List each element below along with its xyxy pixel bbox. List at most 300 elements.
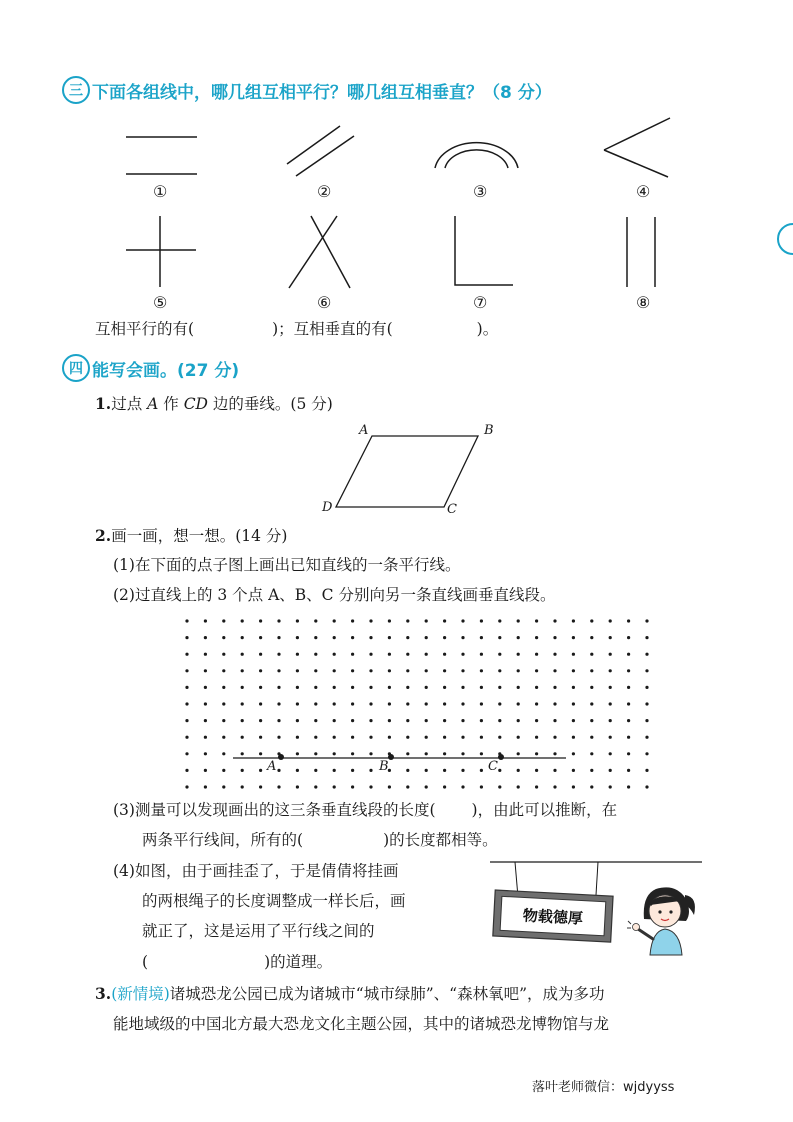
q2-part-4-line-4 xyxy=(142,951,332,973)
grid-dot xyxy=(535,653,538,656)
grid-dot xyxy=(204,736,207,739)
girl-hand xyxy=(633,924,640,931)
grid-dot xyxy=(590,653,593,656)
grid-dot xyxy=(517,719,520,722)
answer-perpendicular-label: )；互相垂直的有( xyxy=(272,320,393,338)
grid-dot xyxy=(314,669,317,672)
grid-dot xyxy=(277,619,280,622)
question-3-line-1 xyxy=(95,983,605,1005)
grid-dot xyxy=(553,702,556,705)
grid-dot xyxy=(204,702,207,705)
grid-dot xyxy=(480,619,483,622)
grid-dot xyxy=(241,686,244,689)
grid-dot xyxy=(517,752,520,755)
grid-dot xyxy=(351,686,354,689)
grid-dot xyxy=(351,785,354,788)
grid-dot xyxy=(480,719,483,722)
grid-dot xyxy=(645,702,648,705)
grid-dot xyxy=(222,653,225,656)
sign-text: 物载德厚 xyxy=(522,906,584,928)
figure-label-6: ⑥ xyxy=(317,293,332,312)
grid-dot xyxy=(498,653,501,656)
grid-dot xyxy=(572,702,575,705)
edge-tab-fragment xyxy=(776,222,793,258)
q2-p4-text-a: ( xyxy=(142,953,149,971)
grid-dot xyxy=(535,769,538,772)
grid-dot xyxy=(222,736,225,739)
grid-dot xyxy=(517,636,520,639)
grid-dot xyxy=(259,769,262,772)
grid-dot xyxy=(609,669,612,672)
grid-dot xyxy=(277,686,280,689)
grid-dot xyxy=(461,719,464,722)
grid-dot xyxy=(572,636,575,639)
grid-dot xyxy=(406,769,409,772)
grid-dot xyxy=(333,619,336,622)
section-4-title: 能写会画。(27 分) xyxy=(92,360,240,381)
question-3-line-2: 能地域级的中国北方最大恐龙文化主题公园，其中的诸城恐龙博物馆与龙 xyxy=(113,1015,610,1033)
grid-dot xyxy=(461,669,464,672)
grid-dot xyxy=(461,619,464,622)
grid-dot xyxy=(259,653,262,656)
grid-dot xyxy=(204,785,207,788)
grid-dot xyxy=(259,669,262,672)
grid-dot xyxy=(443,736,446,739)
grid-dot xyxy=(241,619,244,622)
figure-label-4: ④ xyxy=(636,182,651,201)
grid-dot xyxy=(498,736,501,739)
grid-dot xyxy=(443,686,446,689)
grid-dot xyxy=(351,653,354,656)
grid-dot xyxy=(627,752,630,755)
grid-dot xyxy=(369,636,372,639)
grid-dot xyxy=(645,669,648,672)
grid-dot xyxy=(333,752,336,755)
grid-dot xyxy=(333,636,336,639)
grid-dot xyxy=(351,736,354,739)
grid-dot xyxy=(425,636,428,639)
grid-dot xyxy=(296,619,299,622)
grid-dot xyxy=(461,736,464,739)
grid-dot xyxy=(590,769,593,772)
grid-dot xyxy=(627,669,630,672)
grid-dot xyxy=(204,719,207,722)
grid-dot xyxy=(259,785,262,788)
grid-dot xyxy=(204,619,207,622)
grid-dot xyxy=(627,736,630,739)
grid-dot xyxy=(296,719,299,722)
grid-dot xyxy=(535,636,538,639)
question-1-number: 1. xyxy=(95,394,112,413)
point-c xyxy=(498,754,504,760)
grid-dot xyxy=(277,702,280,705)
grid-dot xyxy=(645,736,648,739)
grid-dot xyxy=(645,785,648,788)
grid-dot xyxy=(222,785,225,788)
grid-dot xyxy=(388,636,391,639)
edge-tab-arc xyxy=(778,224,793,254)
grid-dot xyxy=(222,752,225,755)
grid-dot xyxy=(517,669,520,672)
grid-dot xyxy=(333,669,336,672)
grid-dot xyxy=(609,785,612,788)
grid-dot xyxy=(388,619,391,622)
grid-dot xyxy=(517,736,520,739)
grid-dot xyxy=(572,653,575,656)
hanging-picture-illustration xyxy=(480,855,710,960)
grid-dot xyxy=(480,702,483,705)
grid-dot xyxy=(461,702,464,705)
grid-dot xyxy=(609,736,612,739)
grid-dot xyxy=(425,619,428,622)
grid-dot xyxy=(388,736,391,739)
grid-dot xyxy=(296,736,299,739)
grid-dot xyxy=(498,636,501,639)
grid-dot xyxy=(185,719,188,722)
grid-dot xyxy=(388,653,391,656)
grid-dot xyxy=(369,769,372,772)
grid-dot xyxy=(572,669,575,672)
grid-dot xyxy=(185,769,188,772)
grid-dot xyxy=(553,619,556,622)
figure-label-1: ① xyxy=(153,182,168,201)
grid-dot xyxy=(535,785,538,788)
q1-text-b: 作 xyxy=(158,395,184,413)
grid-dot xyxy=(517,686,520,689)
grid-dot xyxy=(296,636,299,639)
grid-dot xyxy=(425,686,428,689)
grid-dot xyxy=(185,785,188,788)
grid-dot xyxy=(590,785,593,788)
question-3-tag: (新情境) xyxy=(111,985,170,1003)
grid-dot xyxy=(425,719,428,722)
grid-dot xyxy=(369,752,372,755)
grid-dot xyxy=(425,769,428,772)
grid-dot xyxy=(609,719,612,722)
q2-part-3-line-1 xyxy=(113,799,617,821)
grid-dot xyxy=(388,686,391,689)
grid-dot xyxy=(333,686,336,689)
dot-label-a: A xyxy=(267,759,277,774)
grid-dot xyxy=(259,719,262,722)
grid-dot xyxy=(498,769,501,772)
grid-dot xyxy=(609,636,612,639)
figure-label-2: ② xyxy=(317,182,332,201)
girl-body xyxy=(650,929,682,955)
grid-dot xyxy=(572,686,575,689)
grid-dot xyxy=(314,686,317,689)
grid-dot xyxy=(314,752,317,755)
grid-dot xyxy=(222,769,225,772)
grid-dot xyxy=(480,736,483,739)
grid-dot xyxy=(627,686,630,689)
grid-dot xyxy=(222,719,225,722)
grid-dot xyxy=(333,702,336,705)
q2-p4-text-b: )的道理。 xyxy=(264,953,333,971)
grid-dot xyxy=(535,686,538,689)
grid-dot xyxy=(351,636,354,639)
figure-label-7: ⑦ xyxy=(473,293,488,312)
grid-dot xyxy=(333,653,336,656)
grid-dot xyxy=(461,686,464,689)
grid-dot xyxy=(443,719,446,722)
grid-dot xyxy=(351,669,354,672)
grid-dot xyxy=(645,653,648,656)
grid-dot xyxy=(553,686,556,689)
grid-dot xyxy=(369,736,372,739)
grid-dot xyxy=(480,686,483,689)
grid-dot xyxy=(296,702,299,705)
grid-dot xyxy=(369,785,372,788)
grid-dot xyxy=(480,769,483,772)
grid-dot xyxy=(369,653,372,656)
grid-dot xyxy=(425,669,428,672)
grid-dot xyxy=(498,702,501,705)
question-2-text: 画一画，想一想。(14 分) xyxy=(111,527,288,545)
grid-dot xyxy=(553,653,556,656)
grid-dot xyxy=(498,669,501,672)
grid-dot xyxy=(461,752,464,755)
grid-dot xyxy=(388,669,391,672)
grid-dot xyxy=(351,619,354,622)
grid-dot xyxy=(259,752,262,755)
grid-dot xyxy=(296,669,299,672)
grid-dot xyxy=(425,653,428,656)
q1-var-a: A xyxy=(147,395,159,413)
q2-part-4-line-3: 就正了，这是运用了平行线之间的 xyxy=(142,922,375,940)
grid-dot xyxy=(480,785,483,788)
grid-dot xyxy=(277,636,280,639)
grid-dot xyxy=(369,719,372,722)
grid-dot xyxy=(259,702,262,705)
grid-dot xyxy=(535,736,538,739)
grid-dot xyxy=(241,785,244,788)
grid-dot xyxy=(369,702,372,705)
girl-eye-left xyxy=(658,910,661,913)
grid-dot xyxy=(425,752,428,755)
grid-dot xyxy=(627,619,630,622)
grid-dot xyxy=(443,619,446,622)
grid-dot xyxy=(627,785,630,788)
vertex-label-b: B xyxy=(484,423,494,438)
answer-parallel-label: 互相平行的有( xyxy=(95,320,195,338)
grid-dot xyxy=(296,752,299,755)
grid-dot xyxy=(296,653,299,656)
grid-dot xyxy=(498,785,501,788)
grid-dot xyxy=(645,619,648,622)
grid-dot xyxy=(627,769,630,772)
grid-dot xyxy=(645,636,648,639)
grid-dot xyxy=(609,619,612,622)
q2-p3-text-d: )的长度都相等。 xyxy=(383,831,498,849)
grid-dot xyxy=(443,702,446,705)
grid-dot xyxy=(590,669,593,672)
grid-dot xyxy=(498,619,501,622)
grid-dot xyxy=(204,686,207,689)
q2-part-4-line-2: 的两根绳子的长度调整成一样长后，画 xyxy=(142,892,406,910)
grid-dot xyxy=(388,785,391,788)
grid-dot xyxy=(590,752,593,755)
grid-dot xyxy=(535,719,538,722)
grid-dot xyxy=(185,669,188,672)
emphasis-mark xyxy=(628,921,631,924)
grid-dot xyxy=(627,653,630,656)
grid-dot xyxy=(277,719,280,722)
grid-dot xyxy=(627,702,630,705)
grid-dot xyxy=(241,736,244,739)
grid-dot xyxy=(277,785,280,788)
grid-dot xyxy=(553,636,556,639)
grid-dot xyxy=(443,669,446,672)
question-3-number: 3. xyxy=(95,984,112,1003)
grid-dot xyxy=(609,769,612,772)
q2-part-2: (2)过直线上的 3 个点 A、B、C 分别向另一条直线画垂直线段。 xyxy=(113,586,556,604)
grid-dot xyxy=(222,702,225,705)
grid-dot xyxy=(277,669,280,672)
grid-dot xyxy=(498,686,501,689)
dot-label-c: C xyxy=(488,759,498,774)
grid-dot xyxy=(443,752,446,755)
grid-dot xyxy=(222,669,225,672)
grid-dot xyxy=(425,785,428,788)
grid-dot xyxy=(553,785,556,788)
grid-dot xyxy=(572,752,575,755)
grid-dot xyxy=(517,653,520,656)
grid-dot xyxy=(314,719,317,722)
grid-dot xyxy=(443,653,446,656)
figure-label-3: ③ xyxy=(473,182,488,201)
grid-dot xyxy=(388,719,391,722)
grid-dot xyxy=(185,619,188,622)
grid-dot xyxy=(241,769,244,772)
grid-dot xyxy=(590,702,593,705)
grid-dot xyxy=(553,669,556,672)
grid-dot xyxy=(259,636,262,639)
grid-dot xyxy=(535,702,538,705)
grid-dot xyxy=(572,785,575,788)
grid-dot xyxy=(204,752,207,755)
grid-dot xyxy=(645,686,648,689)
grid-dot xyxy=(204,636,207,639)
grid-dot xyxy=(609,752,612,755)
grid-dot xyxy=(333,769,336,772)
grid-dot xyxy=(461,785,464,788)
grid-dot xyxy=(241,653,244,656)
grid-dot xyxy=(204,769,207,772)
grid-dot xyxy=(369,686,372,689)
grid-dot xyxy=(259,686,262,689)
grid-dot xyxy=(461,653,464,656)
grid-dot xyxy=(241,669,244,672)
grid-dot xyxy=(461,769,464,772)
girl-arm xyxy=(638,929,653,939)
grid-dot xyxy=(609,686,612,689)
girl-eye-right xyxy=(669,910,672,913)
grid-dot xyxy=(406,653,409,656)
grid-dot xyxy=(443,636,446,639)
grid-dot xyxy=(517,619,520,622)
footer-text: 落叶老师微信：wjdyyss xyxy=(532,1080,675,1095)
grid-dot xyxy=(185,653,188,656)
grid-dot xyxy=(185,702,188,705)
grid-dot xyxy=(222,619,225,622)
grid-dot xyxy=(296,769,299,772)
grid-dot xyxy=(480,653,483,656)
grid-dot xyxy=(185,736,188,739)
grid-dot xyxy=(535,669,538,672)
grid-dot xyxy=(535,619,538,622)
grid-dot xyxy=(406,719,409,722)
grid-dot xyxy=(388,702,391,705)
grid-dot xyxy=(443,785,446,788)
grid-dot xyxy=(645,769,648,772)
grid-dot xyxy=(259,619,262,622)
grid-dot xyxy=(333,785,336,788)
q2-p3-text-a: (3)测量可以发现画出的这三条垂直线段的长度( xyxy=(113,801,436,819)
grid-dot xyxy=(241,719,244,722)
grid-dot xyxy=(369,669,372,672)
grid-dot xyxy=(553,719,556,722)
grid-dot xyxy=(185,752,188,755)
q2-p3-text-b: )，由此可以推断，在 xyxy=(471,801,618,819)
grid-dot xyxy=(185,636,188,639)
grid-dot xyxy=(517,702,520,705)
grid-dot xyxy=(277,736,280,739)
q1-text-a: 过点 xyxy=(111,395,148,413)
grid-dot xyxy=(277,653,280,656)
figure-label-5: ⑤ xyxy=(153,293,168,312)
grid-dot xyxy=(314,619,317,622)
grid-dot xyxy=(314,653,317,656)
grid-dot xyxy=(241,702,244,705)
grid-dot xyxy=(333,736,336,739)
grid-dot xyxy=(351,702,354,705)
grid-dot xyxy=(572,619,575,622)
grid-dot xyxy=(443,769,446,772)
grid-dot xyxy=(369,619,372,622)
grid-dot xyxy=(572,719,575,722)
grid-dot xyxy=(406,736,409,739)
grid-dot xyxy=(296,785,299,788)
grid-dot xyxy=(609,702,612,705)
grid-dot xyxy=(627,719,630,722)
grid-dot xyxy=(517,785,520,788)
grid-dot xyxy=(645,752,648,755)
question-3-text-1: 诸城恐龙公园已成为诸城市“城市绿肺”、“森林氧吧”，成为多功 xyxy=(169,985,605,1003)
grid-dot xyxy=(277,769,280,772)
grid-dot xyxy=(553,752,556,755)
grid-dot xyxy=(425,736,428,739)
grid-dot xyxy=(314,785,317,788)
answer-end: )。 xyxy=(476,320,499,338)
grid-dot xyxy=(406,636,409,639)
girl-illustration xyxy=(627,887,695,955)
grid-dot xyxy=(406,686,409,689)
vertex-label-d: D xyxy=(322,500,333,515)
dot-grid-dots xyxy=(185,619,648,788)
grid-dot xyxy=(645,719,648,722)
question-2-number: 2. xyxy=(95,526,112,545)
grid-dot xyxy=(572,736,575,739)
grid-dot xyxy=(204,653,207,656)
grid-dot xyxy=(517,769,520,772)
grid-dot xyxy=(222,636,225,639)
grid-dot xyxy=(241,636,244,639)
q1-text-c: 边的垂线。(5 分) xyxy=(207,395,333,413)
grid-dot xyxy=(351,769,354,772)
grid-dot xyxy=(314,636,317,639)
grid-dot xyxy=(296,686,299,689)
